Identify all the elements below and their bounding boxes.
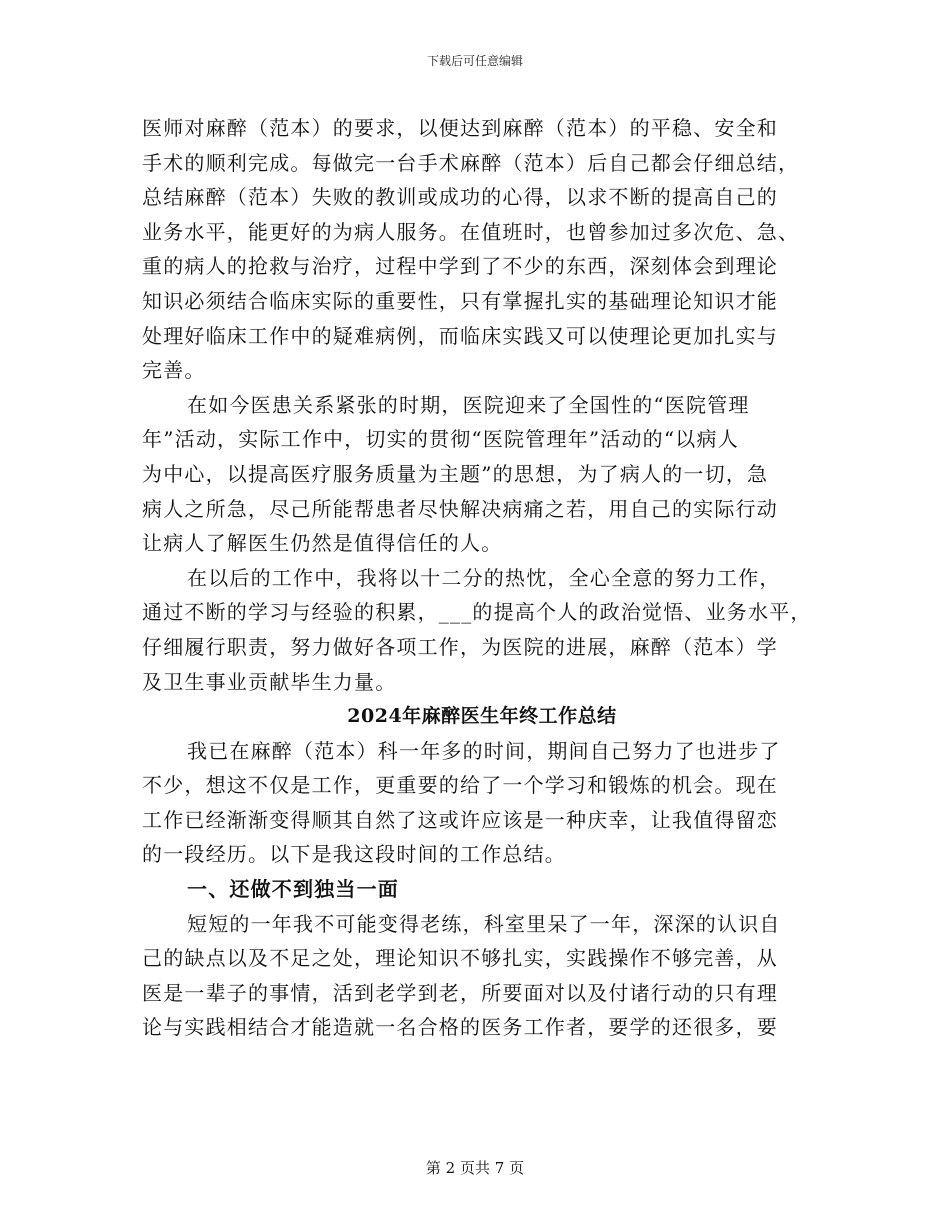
text-line: 病人之所急，尽己所能帮患者尽快解决病痛之若，用自己的实际行动 bbox=[142, 496, 778, 521]
text-line: 己的缺点以及不足之处，理论知识不够扎实，实践操作不够完善，从 bbox=[142, 946, 778, 971]
text-line: 让病人了解医生仍然是值得信任的人。 bbox=[142, 531, 503, 556]
paragraph-start-line: 在以后的工作中，我将以十二分的热忱，全心全意的努力工作， bbox=[187, 565, 781, 590]
text-line: 仔细履行职责，努力做好各项工作，为医院的进展，麻醉（范本）学 bbox=[142, 634, 778, 659]
text-line: 论与实践相结合才能造就一名合格的医务工作者，要学的还很多，要 bbox=[142, 1015, 778, 1040]
section-title: 2024年麻醉医生年终工作总结 bbox=[347, 705, 617, 728]
text-line: 处理好临床工作中的疑难病例，而临床实践又可以使理论更加扎实与 bbox=[142, 323, 778, 348]
text-line: 为中心，以提高医疗服务质量为主题”的思想，为了病人的一切，急 bbox=[142, 461, 769, 486]
text-line: 重的病人的抢救与治疗，过程中学到了不少的东西，深刻体会到理论 bbox=[142, 254, 778, 279]
paragraph-start-line: 在如今医患关系紧张的时期，医院迎来了全国性的“医院管理 bbox=[187, 392, 750, 417]
paragraph-start-line: 短短的一年我不可能变得老练，科室里呆了一年，深深的认识自 bbox=[187, 911, 781, 936]
text-line: 知识必须结合临床实际的重要性，只有掌握扎实的基础理论知识才能 bbox=[142, 288, 778, 313]
page-header: 下载后可任意编辑 bbox=[426, 54, 523, 68]
text-line: 的一段经历。以下是我这段时间的工作总结。 bbox=[142, 842, 566, 867]
text-line: 总结麻醉（范本）失败的教训或成功的心得，以求不断的提高自己的 bbox=[142, 185, 778, 210]
text-line: 及卫生事业贡献毕生力量。 bbox=[142, 669, 397, 694]
text-line: 业务水平，能更好的为病人服务。在值班时，也曾参加过多次危、急、 bbox=[142, 219, 800, 244]
text-line: 不少，想这不仅是工作，更重要的给了一个学习和锻炼的机会。现在 bbox=[142, 773, 778, 798]
text-line: 年”活动，实际工作中，切实的贯彻“医院管理年”活动的“以病人 bbox=[142, 427, 739, 452]
subsection-heading: 一、还做不到独当一面 bbox=[187, 877, 399, 902]
text-line: 医师对麻醉（范本）的要求，以便达到麻醉（范本）的平稳、安全和 bbox=[142, 116, 778, 140]
text-line: 医是一辈子的事情，活到老学到老，所要面对以及付诸行动的只有理 bbox=[142, 980, 778, 1005]
text-line: 工作已经渐渐变得顺其自然了这或许应该是一种庆幸，让我值得留恋 bbox=[142, 807, 778, 832]
paragraph-start-line: 我已在麻醉（范本）科一年多的时间，期间自己努力了也进步了 bbox=[187, 738, 781, 763]
document-body bbox=[142, 111, 822, 1045]
page-footer: 第 2 页共 7 页 bbox=[425, 1159, 525, 1177]
text-line: 通过不断的学习与经验的积累，___的提高个人的政治觉悟、业务水平， bbox=[142, 600, 812, 625]
text-line: 完善。 bbox=[142, 358, 206, 383]
text-line: 手术的顺利完成。每做完一台手术麻醉（范本）后自己都会仔细总结， bbox=[142, 150, 800, 175]
